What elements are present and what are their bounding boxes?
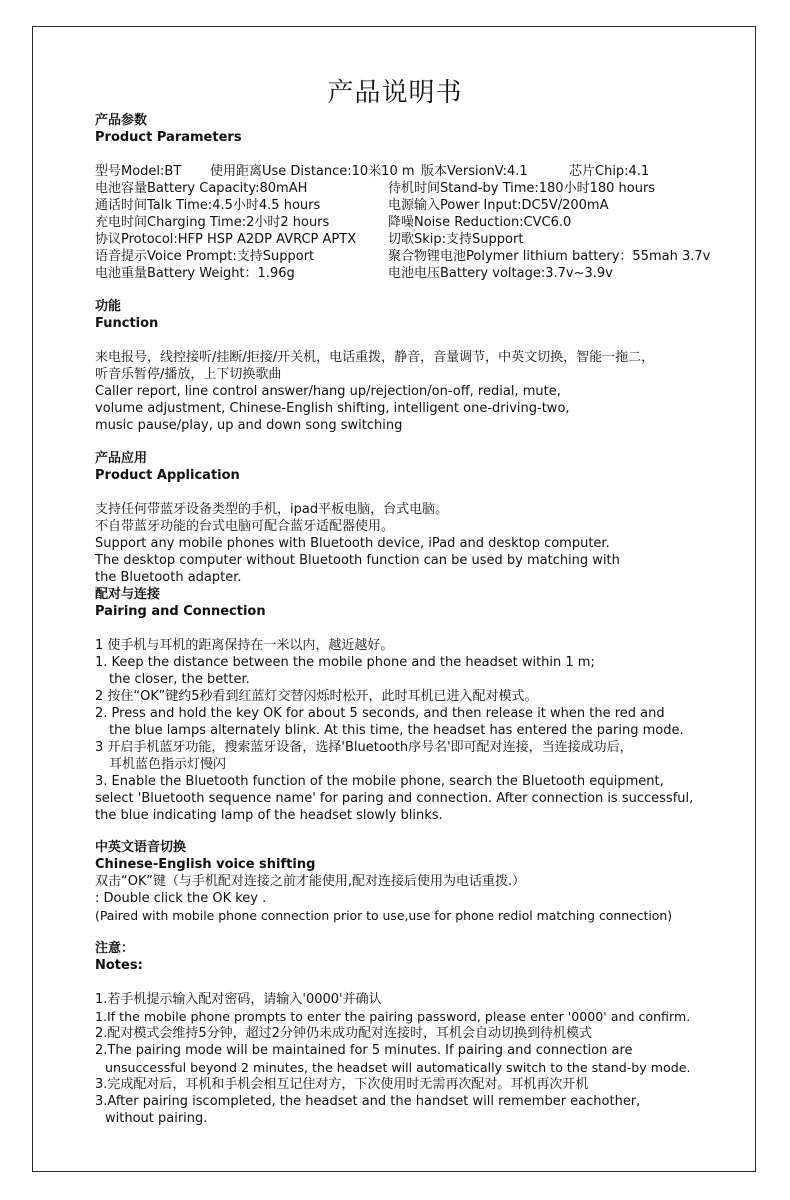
notes-line: 3.After pairing iscompleted, the headset and the handset will remember eachother, <box>95 1094 641 1109</box>
function-line: 听音乐暂停/播放，上下切换歌曲 <box>95 367 282 382</box>
application-line: Support any mobile phones with Bluetooth device, iPad and desktop computer. <box>95 536 610 551</box>
param-chip: 芯片Chip:4.1 <box>569 164 650 179</box>
application-line: the Bluetooth adapter. <box>95 570 242 585</box>
param-row <box>95 231 735 248</box>
pairing-line: 1 使手机与耳机的距离保持在一米以内，越近越好。 <box>95 638 394 653</box>
param-row <box>95 265 735 282</box>
pairing-line: the blue indicating lamp of the headset slowly blinks. <box>95 808 443 823</box>
param-row <box>95 214 735 231</box>
application-line: 不自带蓝牙功能的台式电脑可配合蓝牙适配器使用。 <box>95 519 395 534</box>
section-heading-application-en: Product Application <box>95 468 240 483</box>
application-line: The desktop computer without Bluetooth function can be used by matching with <box>95 553 620 568</box>
param-skip: 切歌Skip:支持Support <box>388 232 524 247</box>
pairing-line: the closer, the better. <box>109 672 250 687</box>
notes-line: 2.The pairing mode will be maintained for 5 minutes. If pairing and connection are <box>95 1043 633 1058</box>
param-model: 型号Model:BT <box>95 164 182 179</box>
application-line: 支持任何带蓝牙设备类型的手机，ipad平板电脑，台式电脑。 <box>95 502 449 517</box>
pairing-line: 1. Keep the distance between the mobile phone and the headset within 1 m; <box>95 655 595 670</box>
pairing-line: 3 开启手机蓝牙功能，搜索蓝牙设备，选择'Bluetooth序号名'即可配对连接，当连接成功后， <box>95 740 633 755</box>
notes-line: without pairing. <box>105 1111 208 1126</box>
document-title: 产品说明书 <box>327 78 463 108</box>
section-heading-function-en: Function <box>95 316 159 331</box>
section-heading-notes-cn: 注意： <box>95 941 135 956</box>
voice-line: 双击“OK”键（与手机配对连接之前才能使用,配对连接后使用为电话重拨.） <box>95 874 526 889</box>
pairing-line: 2 按住“OK”键约5秒看到红蓝灯交替闪烁时松开，此时耳机已进入配对模式。 <box>95 689 538 704</box>
param-battery-voltage: 电池电压Battery voltage:3.7v~3.9v <box>388 266 613 281</box>
param-protocol: 协议Protocol:HFP HSP A2DP AVRCP APTX <box>95 232 357 247</box>
param-standby: 待机时间Stand-by Time:180小时180 hours <box>388 181 656 196</box>
param-version: 版本VersionV:4.1 <box>421 164 528 179</box>
param-charging-time: 充电时间Charging Time:2小时2 hours <box>95 215 330 230</box>
section-heading-params-en: Product Parameters <box>95 130 242 145</box>
param-voice-prompt: 语音提示Voice Prompt:支持Support <box>95 249 315 264</box>
voice-line: : Double click the OK key . <box>95 891 267 906</box>
notes-line: 3.完成配对后，耳机和手机会相互记住对方，下次使用时无需再次配对。耳机再次开机 <box>95 1077 589 1092</box>
section-heading-function-cn: 功能 <box>95 299 122 314</box>
function-line: music pause/play, up and down song switching <box>95 418 403 433</box>
param-row <box>95 163 735 180</box>
function-line: Caller report, line control answer/hang up/rejection/on-off, redial, mute, <box>95 384 561 399</box>
param-noise-reduction: 降噪Noise Reduction:CVC6.0 <box>388 215 572 230</box>
section-heading-pairing-cn: 配对与连接 <box>95 587 161 602</box>
section-heading-voice-cn: 中英文语音切换 <box>95 840 187 855</box>
pairing-line: 耳机蓝色指示灯慢闪 <box>109 757 227 772</box>
param-battery-type: 聚合物锂电池Polymer lithium battery：55mah 3.7v <box>388 249 711 264</box>
pairing-line: the blue lamps alternately blink. At this time, the headset has entered the paring mode. <box>109 723 684 738</box>
notes-line: unsuccessful beyond 2 minutes, the headset will automatically switch to the stand-by mode. <box>105 1060 691 1075</box>
param-battery-weight: 电池重量Battery Weight：1.96g <box>95 266 295 281</box>
section-heading-params-cn: 产品参数 <box>95 113 148 128</box>
notes-line: 2.配对模式会维持5分钟，超过2分钟仍未成功配对连接时，耳机会自动切换到待机模式 <box>95 1026 592 1041</box>
voice-line: (Paired with mobile phone connection prior to use,use for phone rediol matching connection) <box>95 908 673 923</box>
pairing-line: 2. Press and hold the key OK for about 5 seconds, and then release it when the red and <box>95 706 665 721</box>
pairing-line: select 'Bluetooth sequence name' for paring and connection. After connection is successful, <box>95 791 694 806</box>
param-capacity: 电池容量Battery Capacity:80mAH <box>95 181 308 196</box>
param-distance: 使用距离Use Distance:10米10 m <box>210 164 415 179</box>
param-row <box>95 180 735 197</box>
param-power-input: 电源输入Power Input:DC5V/200mA <box>388 198 609 213</box>
function-line: volume adjustment, Chinese-English shifting, intelligent one-driving-two, <box>95 401 570 416</box>
notes-line: 1.若手机提示输入配对密码，请输入'0000'并确认 <box>95 992 382 1007</box>
function-line: 来电报号，线控接听/挂断/拒接/开关机，电话重拨，静音，音量调节，中英文切换，智能一拖二， <box>95 350 655 365</box>
section-heading-notes-en: Notes: <box>95 958 143 973</box>
pairing-line: 3. Enable the Bluetooth function of the mobile phone, search the Bluetooth equipment, <box>95 774 664 789</box>
notes-line: 1.If the mobile phone prompts to enter the pairing password, please enter '0000' and confirm. <box>95 1009 691 1024</box>
param-row <box>95 197 735 214</box>
section-heading-application-cn: 产品应用 <box>95 451 148 466</box>
section-heading-pairing-en: Pairing and Connection <box>95 604 266 619</box>
param-row <box>95 248 735 265</box>
section-heading-voice-en: Chinese-English voice shifting <box>95 857 316 872</box>
param-talk-time: 通话时间Talk Time:4.5小时4.5 hours <box>95 198 321 213</box>
